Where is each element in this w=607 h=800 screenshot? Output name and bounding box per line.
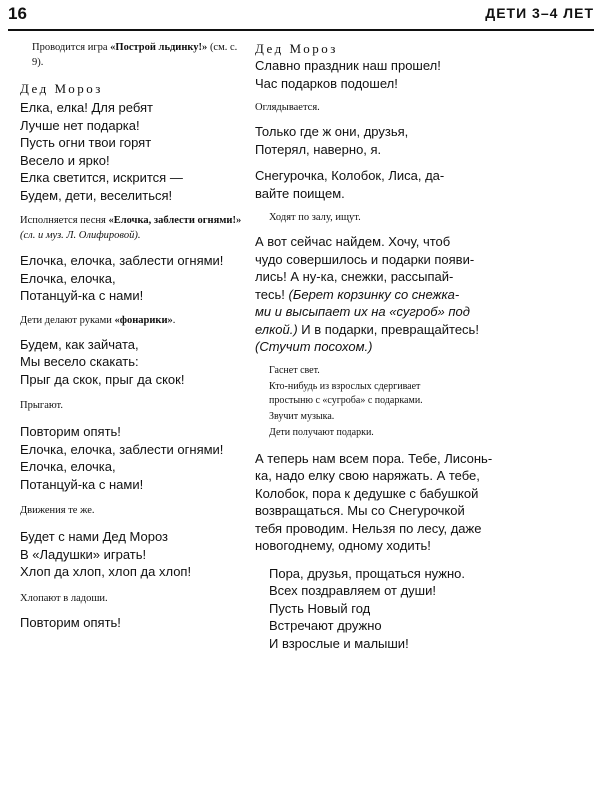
stage-direction-group: Гаснет свет. Кто-нибудь из взрослых сдергивает простыню с «сугроба» с подарками. Звучит музыка. Дети получают подарки. bbox=[269, 364, 423, 438]
verse-block: Славно праздник наш прошел! Час подарков подошел! bbox=[255, 58, 441, 91]
verse-block: Будет с нами Дед Мороз В «Ладушки» играть! Хлоп да хлоп, хлоп да хлоп! bbox=[20, 529, 192, 579]
character-name: Дед Мороз bbox=[20, 81, 103, 96]
left-column bbox=[20, 40, 246, 631]
prose-block: А теперь нам всем пора. Тебе, Лисонь- ка, надо елку свою наряжать. А тебе, Колобок, пора к дедушке с бабушкой возвращаться. Мы со Снегурочкой тебя проводим. Нельзя по лесу, даже новогоднему, одному ходить! bbox=[255, 450, 493, 553]
verse-block: Повторим опять! bbox=[20, 614, 121, 630]
character-name: Дед Мороз bbox=[255, 41, 338, 56]
verse-block: Только где ж они, друзья, Потерял, наверно, я. bbox=[255, 124, 409, 157]
page-number: 16 bbox=[8, 4, 27, 23]
verse-block: Елочка, елочка, заблести огнями! Елочка, елочка, Потанцуй-ка с нами! bbox=[20, 253, 224, 303]
verse-block: Елка, елка! Для ребят Лучше нет подарка! Пусть огни твои горят Весело и ярко! Елка светится, искрится — Будем, дети, веселиться! bbox=[20, 100, 183, 203]
stage-direction: Хлопают в ладоши. bbox=[20, 592, 108, 604]
prose-block: Снегурочка, Колобок, Лиса, да- вайте поищем. bbox=[255, 168, 445, 201]
stage-direction: Ходят по залу, ищут. bbox=[269, 212, 361, 223]
section-title: ДЕТИ 3–4 ЛЕТ bbox=[485, 5, 594, 21]
stage-direction: Проводится игра «Построй льдинку!» (см. с. 9). bbox=[32, 42, 238, 68]
page-header bbox=[8, 4, 594, 28]
verse-block: Будем, как зайчата, Мы весело скакать: Прыг да скок, прыг да скок! bbox=[20, 336, 185, 387]
verse-block: Пора, друзья, прощаться нужно. Всех поздравляем от души! Пусть Новый год Встречают дружно И взрослые и малыши! bbox=[269, 565, 465, 651]
stage-direction: Дети делают руками «фонарики». bbox=[20, 314, 176, 326]
verse-block: Повторим опять! Елочка, елочка, заблести огнями! Елочка, елочка, Потанцуй-ка с нами! bbox=[20, 424, 224, 492]
stage-direction: Исполняется песня «Елочка, заблести огнями!» (сл. и муз. Л. Олифировой). bbox=[20, 215, 242, 241]
prose-block: А вот сейчас найдем. Хочу, чтоб чудо совершилось и подарки появи- лись! А ну-ка, снежки, рассыпай- тесь! (Берет корзинку со снежка- ми и высыпает их на «сугроб» под елкой.) И в подарки, превращайтесь! (Стучит посохом.) bbox=[255, 234, 479, 354]
header-rule bbox=[8, 29, 594, 31]
stage-direction: Прыгают. bbox=[20, 400, 63, 411]
right-column bbox=[255, 40, 495, 652]
stage-direction: Движения те же. bbox=[20, 505, 95, 516]
stage-direction: Оглядывается. bbox=[255, 102, 320, 113]
